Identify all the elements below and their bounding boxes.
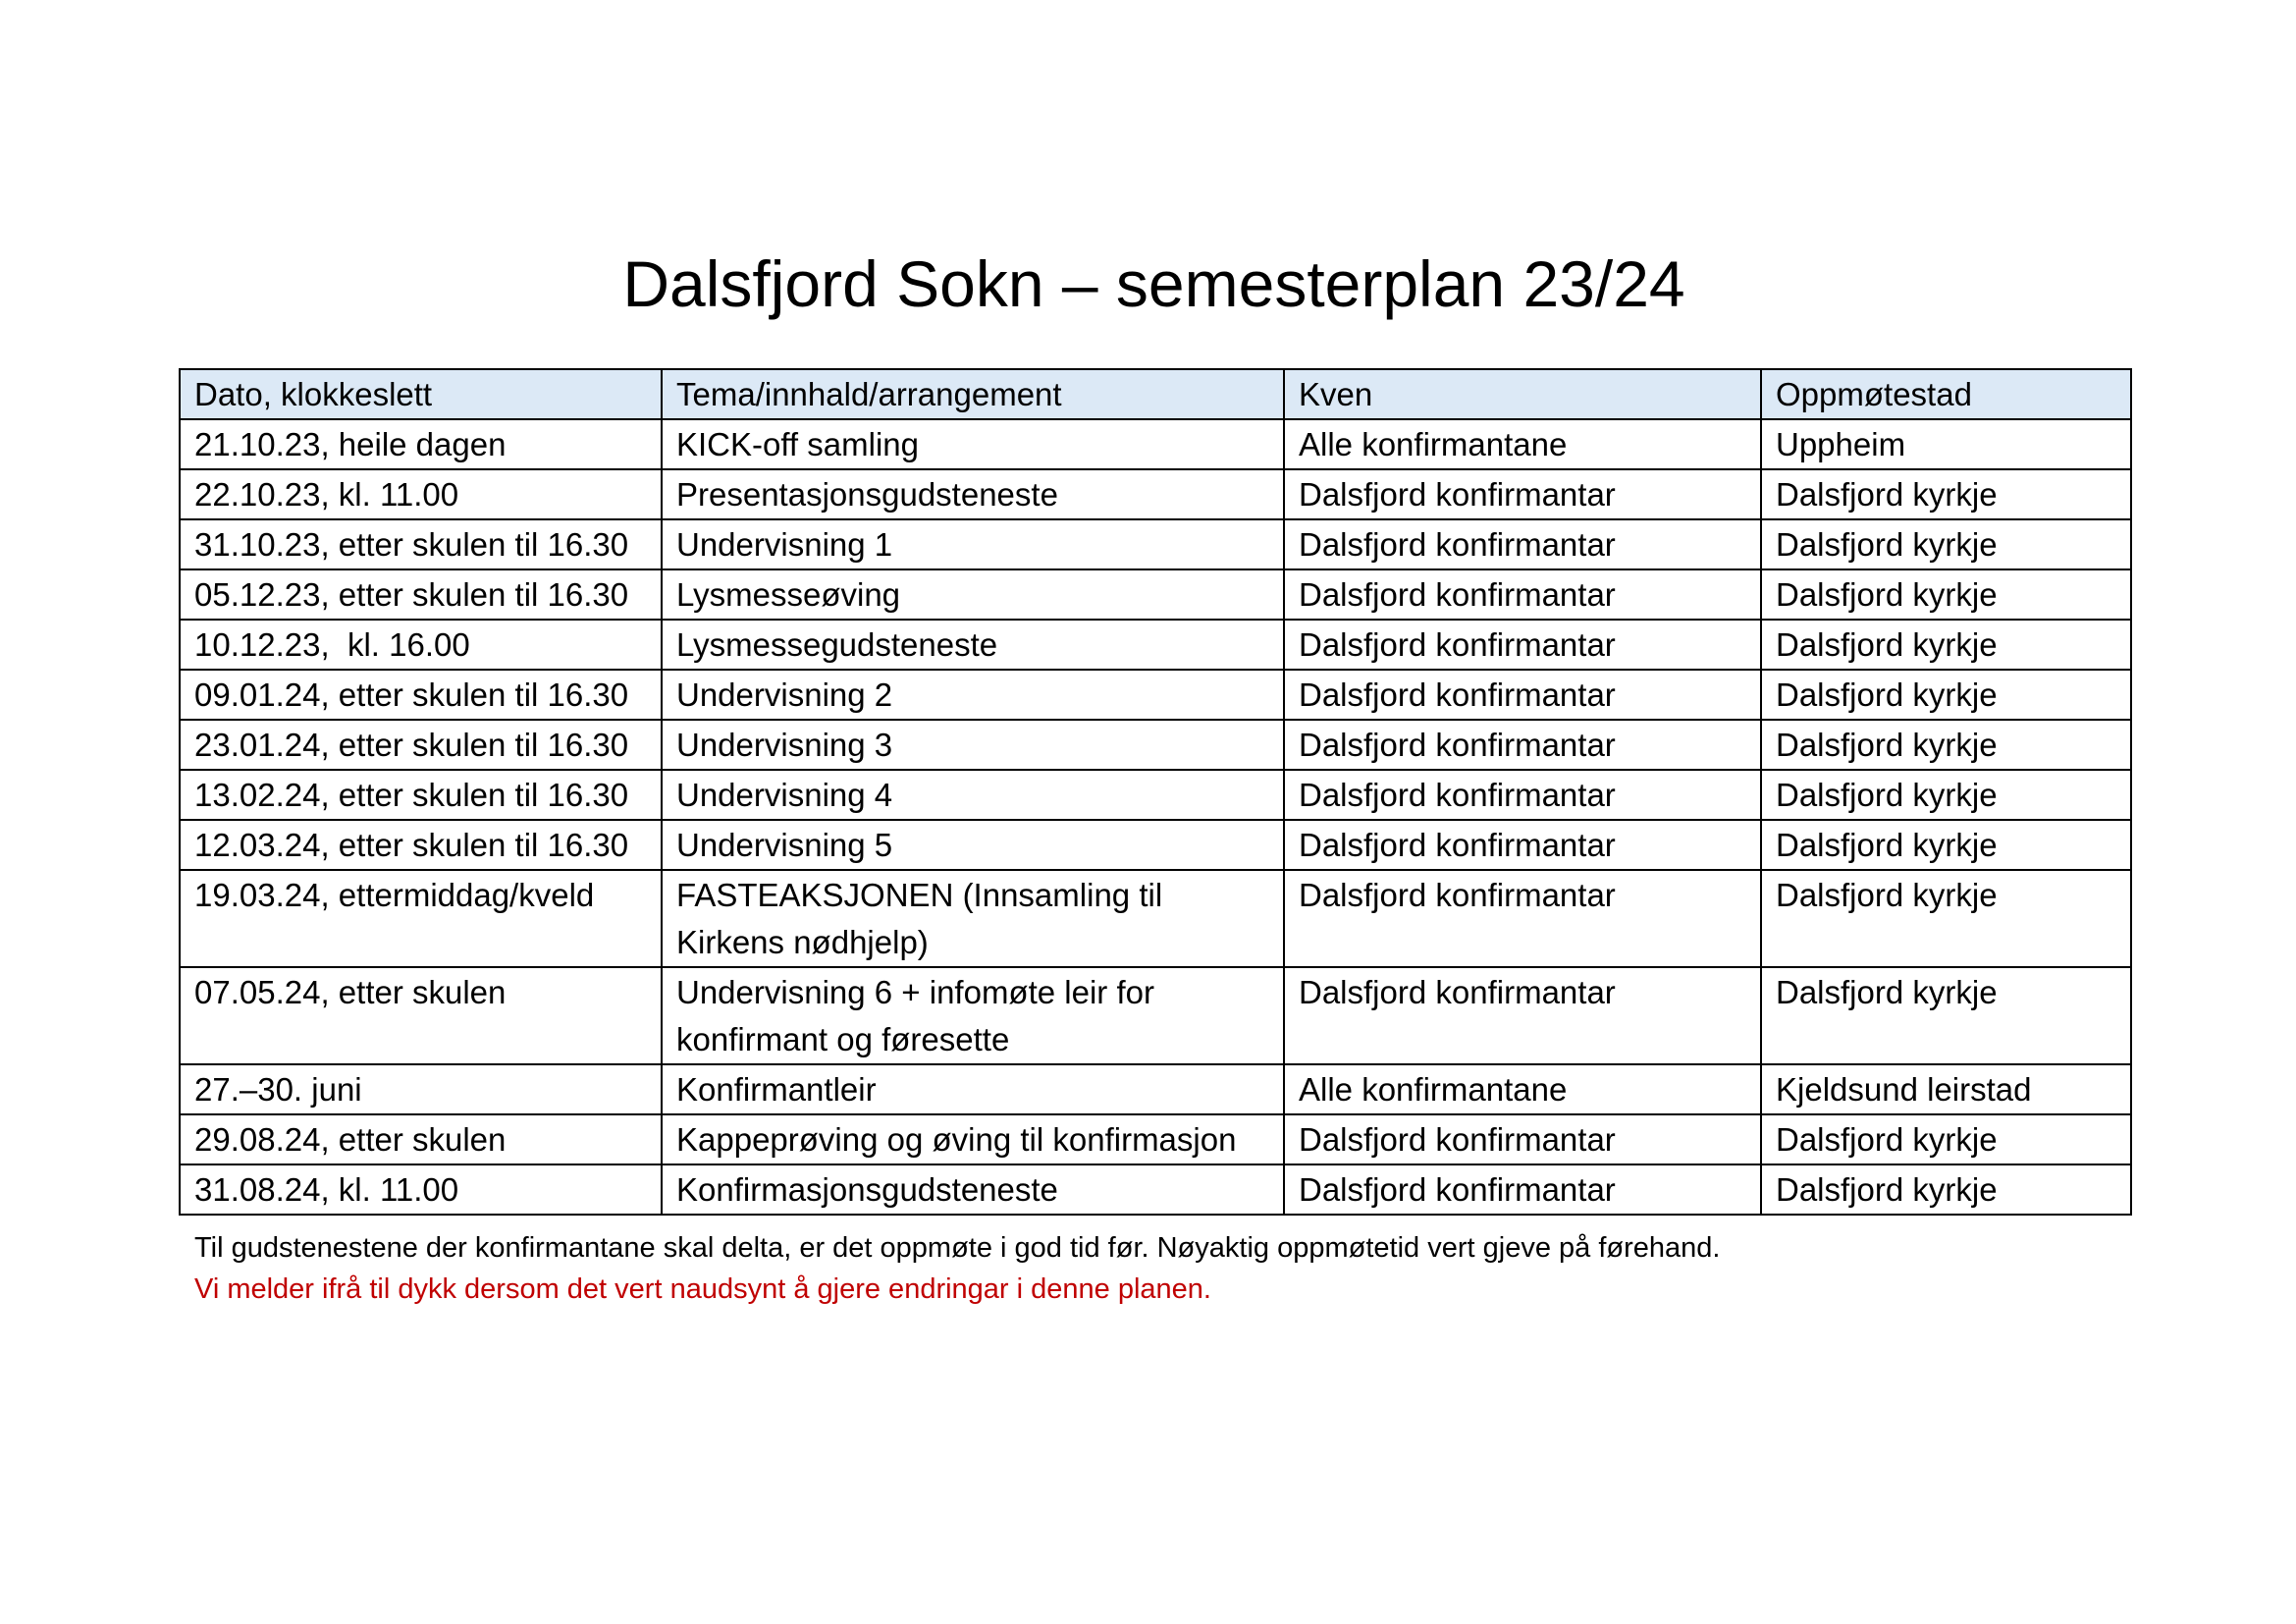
who-cell: Dalsfjord konfirmantar [1284,1114,1761,1164]
date-cell: 21.10.23, heile dagen [180,419,662,469]
column-header-date-time: Dato, klokkeslett [180,369,662,419]
table-header-row [180,369,2131,419]
date-cell: 23.01.24, etter skulen til 16.30 [180,720,662,770]
column-header-topic: Tema/innhald/arrangement [662,369,1284,419]
table-row [180,419,2131,469]
topic-cell: Undervisning 1 [662,519,1284,569]
date-cell: 12.03.24, etter skulen til 16.30 [180,820,662,870]
table-row [180,1164,2131,1215]
page-title: Dalsfjord Sokn – semesterplan 23/24 [622,247,1685,320]
date-cell: 13.02.24, etter skulen til 16.30 [180,770,662,820]
table-row [180,469,2131,519]
table-row [180,1114,2131,1164]
date-cell: 31.08.24, kl. 11.00 [180,1164,662,1215]
column-header-meeting-place: Oppmøtestad [1761,369,2131,419]
who-cell: Dalsfjord konfirmantar [1284,770,1761,820]
place-cell: Kjeldsund leirstad [1761,1064,2131,1114]
who-cell: Dalsfjord konfirmantar [1284,469,1761,519]
who-cell: Alle konfirmantane [1284,419,1761,469]
topic-cell: Kappeprøving og øving til konfirmasjon [662,1114,1284,1164]
topic-cell: Lysmesseøving [662,569,1284,620]
topic-cell: Undervisning 6 + infomøte leir for konfirmant og føresette [662,967,1284,1064]
place-cell: Dalsfjord kyrkje [1761,770,2131,820]
who-cell: Alle konfirmantane [1284,1064,1761,1114]
date-cell: 10.12.23, kl. 16.00 [180,620,662,670]
who-cell: Dalsfjord konfirmantar [1284,967,1761,1064]
place-cell: Dalsfjord kyrkje [1761,469,2131,519]
topic-cell: Lysmessegudsteneste [662,620,1284,670]
topic-cell: Presentasjonsgudsteneste [662,469,1284,519]
table-row [180,519,2131,569]
place-cell: Uppheim [1761,419,2131,469]
table-row [180,770,2131,820]
topic-cell: Konfirmasjonsgudsteneste [662,1164,1284,1215]
topic-cell: Konfirmantleir [662,1064,1284,1114]
table-row [180,870,2131,967]
place-cell: Dalsfjord kyrkje [1761,1164,2131,1215]
date-cell: 19.03.24, ettermiddag/kveld [180,870,662,967]
table-row [180,670,2131,720]
column-header-who: Kven [1284,369,1761,419]
place-cell: Dalsfjord kyrkje [1761,820,2131,870]
place-cell: Dalsfjord kyrkje [1761,670,2131,720]
changes-note: Vi melder ifrå til dykk dersom det vert naudsynt å gjere endringar i denne planen. [194,1273,1211,1305]
topic-cell: Undervisning 5 [662,820,1284,870]
place-cell: Dalsfjord kyrkje [1761,870,2131,967]
place-cell: Dalsfjord kyrkje [1761,519,2131,569]
place-cell: Dalsfjord kyrkje [1761,967,2131,1064]
who-cell: Dalsfjord konfirmantar [1284,870,1761,967]
table-row [180,820,2131,870]
place-cell: Dalsfjord kyrkje [1761,620,2131,670]
topic-cell: FASTEAKSJONEN (Innsamling til Kirkens nødhjelp) [662,870,1284,967]
table-row [180,620,2131,670]
place-cell: Dalsfjord kyrkje [1761,720,2131,770]
topic-cell: Undervisning 4 [662,770,1284,820]
who-cell: Dalsfjord konfirmantar [1284,670,1761,720]
date-cell: 27.–30. juni [180,1064,662,1114]
table-row [180,1064,2131,1114]
table-row [180,967,2131,1064]
table-row [180,720,2131,770]
semester-plan-table [179,368,2132,1216]
topic-cell: Undervisning 2 [662,670,1284,720]
place-cell: Dalsfjord kyrkje [1761,1114,2131,1164]
date-cell: 05.12.23, etter skulen til 16.30 [180,569,662,620]
who-cell: Dalsfjord konfirmantar [1284,569,1761,620]
who-cell: Dalsfjord konfirmantar [1284,519,1761,569]
date-cell: 29.08.24, etter skulen [180,1114,662,1164]
who-cell: Dalsfjord konfirmantar [1284,720,1761,770]
date-cell: 22.10.23, kl. 11.00 [180,469,662,519]
attendance-note: Til gudstenestene der konfirmantane skal delta, er det oppmøte i god tid før. Nøyaktig oppmøtetid vert gjeve på førehand. [194,1232,1721,1264]
table-row [180,569,2131,620]
topic-cell: KICK-off samling [662,419,1284,469]
date-cell: 31.10.23, etter skulen til 16.30 [180,519,662,569]
place-cell: Dalsfjord kyrkje [1761,569,2131,620]
date-cell: 07.05.24, etter skulen [180,967,662,1064]
who-cell: Dalsfjord konfirmantar [1284,820,1761,870]
date-cell: 09.01.24, etter skulen til 16.30 [180,670,662,720]
who-cell: Dalsfjord konfirmantar [1284,620,1761,670]
topic-cell: Undervisning 3 [662,720,1284,770]
who-cell: Dalsfjord konfirmantar [1284,1164,1761,1215]
